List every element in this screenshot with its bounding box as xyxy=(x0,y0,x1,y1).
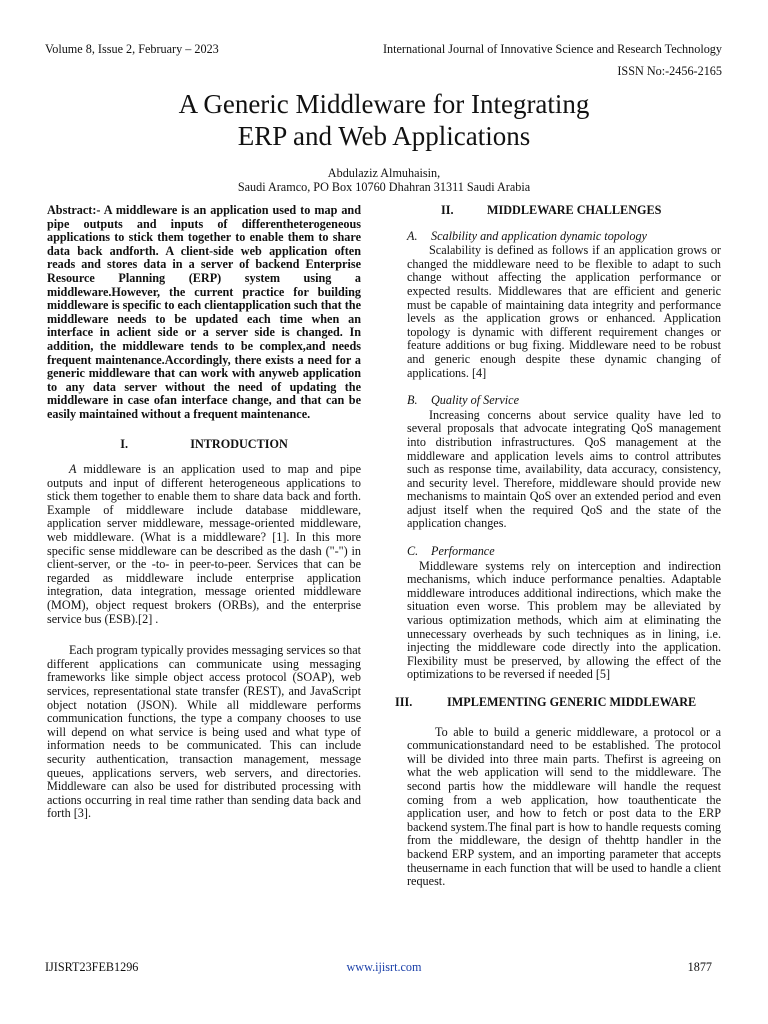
footer-paper-id: IJISRT23FEB1296 xyxy=(45,960,139,974)
section-title: IMPLEMENTING GENERIC MIDDLEWARE xyxy=(447,695,697,709)
intro-paragraph-2: Each program typically provides messaging services so that different applications can communicate using messaging frameworks like simple object access protocol (SOAP), web services, representational state transfer (REST), and JavaScript object notation (JSON). While all middleware performs communication functions, the type a company chooses to use will depend on what service is being used and what type of information needs to be communicated. This can include security authentication, transaction management, message queues, applications servers, web servers, and directories. Middleware can also be used for distributed processing with actions occurring in real time rather than sending data back and forth [3]. xyxy=(47,643,361,821)
footer-page-number: 1877 xyxy=(687,960,712,974)
section-heading-challenges xyxy=(407,204,721,218)
section-number: I. xyxy=(120,436,129,451)
subsection-heading-performance xyxy=(407,545,721,559)
section-title: INTRODUCTION xyxy=(190,436,288,451)
subsection-heading-qos xyxy=(407,394,721,408)
intro-paragraph-1 xyxy=(47,463,361,626)
footer-website-link[interactable]: www.ijisrt.com xyxy=(346,960,422,974)
running-header-journal: International Journal of Innovative Science and Research Technology xyxy=(382,42,722,56)
section-heading-implementing xyxy=(395,695,721,710)
running-header-volume: Volume 8, Issue 2, February – 2023 xyxy=(45,42,219,56)
intro-paragraph-1-text: middleware is an application used to map and pipe outputs and input of different heterogeneous applications to stick them together to enable them to share data back and forth. Example of middleware include database middleware, application server middleware, message-oriented middleware, web middleware. (What is a middleware? [1]. In this more specific sense middleware can be described as the dash ("-") in client-server, or the -to- in peer-to-peer. Services that can be regarded as middleware include enterprise application integration, data integration, message oriented middleware (MOM), object request brokers (ORBs), and the enterprise service bus (ESB).[2] . xyxy=(47,462,361,626)
author-name: Abdulaziz Almuhaisin, xyxy=(327,166,441,180)
subsection-title: Quality of Service xyxy=(431,393,519,408)
subsection-number: A. xyxy=(407,228,418,243)
section-title: MIDDLEWARE CHALLENGES xyxy=(487,203,662,217)
subsection-title: Performance xyxy=(431,544,495,559)
section-heading-introduction xyxy=(47,438,361,452)
qos-paragraph: Increasing concerns about service quality have led to several proposals that advocate integrating QoS management into distribution infrastructures. QoS management at the middleware and application levels aims to control attributes such as response time, availability, data accuracy, consistency, and security level. Therefore, middleware should provide new mechanisms to maintain QoS over an extended period and even adjust itself when the required QoS and the state of the application changes. xyxy=(407,407,721,531)
subsection-heading-scalability xyxy=(407,230,721,244)
subsection-number: B. xyxy=(407,393,418,408)
scalability-paragraph: Scalability is defined as follows if an application grows or changed the middleware need to be flexible to adapt to such change without affecting the application performance or expected results. Middlewares that are efficient and generic must be capable of maintaining data integrity and performance levels as the application grows or enhanced. Application topology is dynamic with different requirement changes or feature additions or bug fixing. Middleware need to be robust and generic enough despite these dynamic changing of applications. [4] xyxy=(407,243,721,380)
intro-leading-word: A xyxy=(69,462,77,477)
paper-title xyxy=(0,88,768,152)
implementing-paragraph: To able to build a generic middleware, a protocol or a communicationstandard need to be established. The protocol will be divided into three main parts. Thefirst is agreeing on what the web application will send to the middleware. The second partis how the middleware will handle the request coming from a web application, how toauthenticate the application user, and how to fetch or post data to the ERP backend system.The final part is how to handle requests coming from the middleware, the design of thehttp handler in the backend ERP system, and an importing parameter that accepts theusername in each function that will be used to handle a client request. xyxy=(407,724,721,889)
subsection-title: Scalbility and application dynamic topology xyxy=(431,228,647,243)
author-block xyxy=(0,166,768,194)
right-column xyxy=(395,203,721,889)
abstract: Abstract:- A middleware is an application used to map and pipe outputs and inputs of differentheterogeneous applications to stick them together to enable them to share data back andforth. A client-side web application often reads and stores data in a server of backend Enterprise Resource Planning (ERP) system using a middleware.However, the current practice for building middleware is specific to each clientapplication such that the middleware needs to be updated each time when an interface in aclient side or a server side is changed. In addition, the middleware tends to be complex,and needs frequent maintenance.Accordingly, there exists a need for a generic middleware that can work with anyweb application to any data server without the need of updating the middleware in case ofan interface change, and that can be easily maintained without a frequent maintenance. xyxy=(47,203,361,421)
paper-title-line-1: A Generic Middleware for Integrating xyxy=(178,89,590,119)
section-number: III. xyxy=(395,695,413,709)
paper-title-line-2: ERP and Web Applications xyxy=(237,121,531,151)
issn-label: ISSN No:-2456-2165 xyxy=(617,64,722,78)
section-number: II. xyxy=(441,203,454,217)
author-affiliation: Saudi Aramco, PO Box 10760 Dhahran 31311 Saudi Arabia xyxy=(237,180,531,194)
left-column xyxy=(47,204,361,821)
subsection-number: C. xyxy=(407,544,419,559)
performance-paragraph: Middleware systems rely on interception and indirection mechanisms, which induce performance penalties. Adaptable middleware introduces additional indirections, which make the situation even worse. This problem may be alleviated by various optimization methods, which aim at eliminating the unnecessary overheads by such techniques as in lining, i.e. injecting the middleware code directly into the application. Flexibility must be preserved, by allowing the effect of the optimizations to be reversed if needed [5] xyxy=(407,558,721,682)
